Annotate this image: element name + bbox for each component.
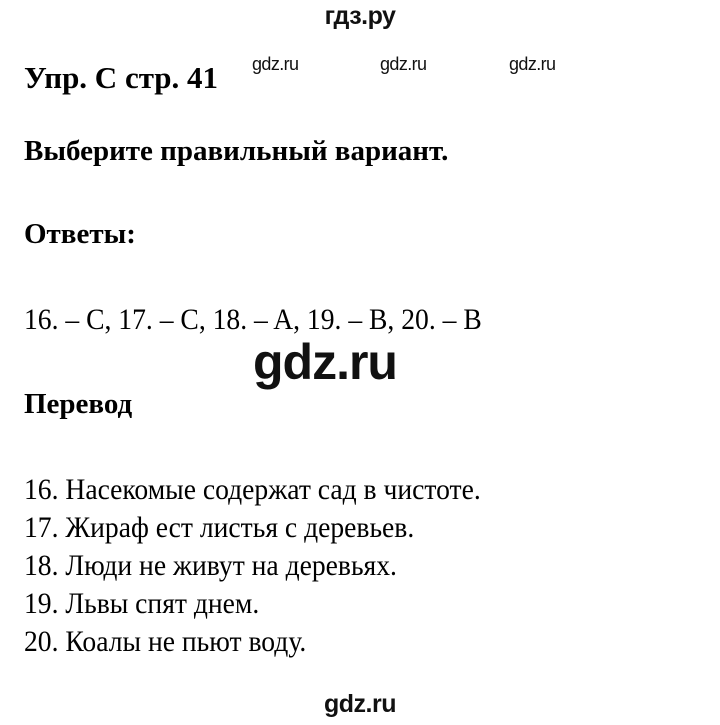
translation-item: 19. Львы спят днем.: [24, 587, 260, 620]
translation-list: [24, 471, 520, 661]
watermark-small-1: gdz.ru: [252, 54, 299, 74]
translation-item: 17. Жираф ест листья с деревьев.: [24, 511, 415, 544]
translation-item: 20. Коалы не пьют воду.: [24, 625, 307, 658]
watermark-small-3: gdz.ru: [509, 54, 556, 74]
exercise-title: Упр. C стр. 41: [24, 60, 219, 95]
watermark-bottom: gdz.ru: [324, 690, 396, 718]
translation-item: 16. Насекомые содержат сад в чистоте.: [24, 473, 481, 506]
watermark-center: gdz.ru: [253, 334, 397, 390]
translation-heading: Перевод: [24, 388, 133, 420]
watermark-top: гдз.ру: [324, 2, 396, 30]
watermark-small-2: gdz.ru: [380, 54, 427, 74]
exercise-instruction: Выберите правильный вариант.: [24, 135, 449, 167]
translation-item: 18. Люди не живут на деревьях.: [24, 549, 397, 582]
answers-text: 16. – C, 17. – C, 18. – A, 19. – B, 20. – B: [24, 303, 482, 336]
answers-heading: Ответы:: [24, 218, 136, 250]
